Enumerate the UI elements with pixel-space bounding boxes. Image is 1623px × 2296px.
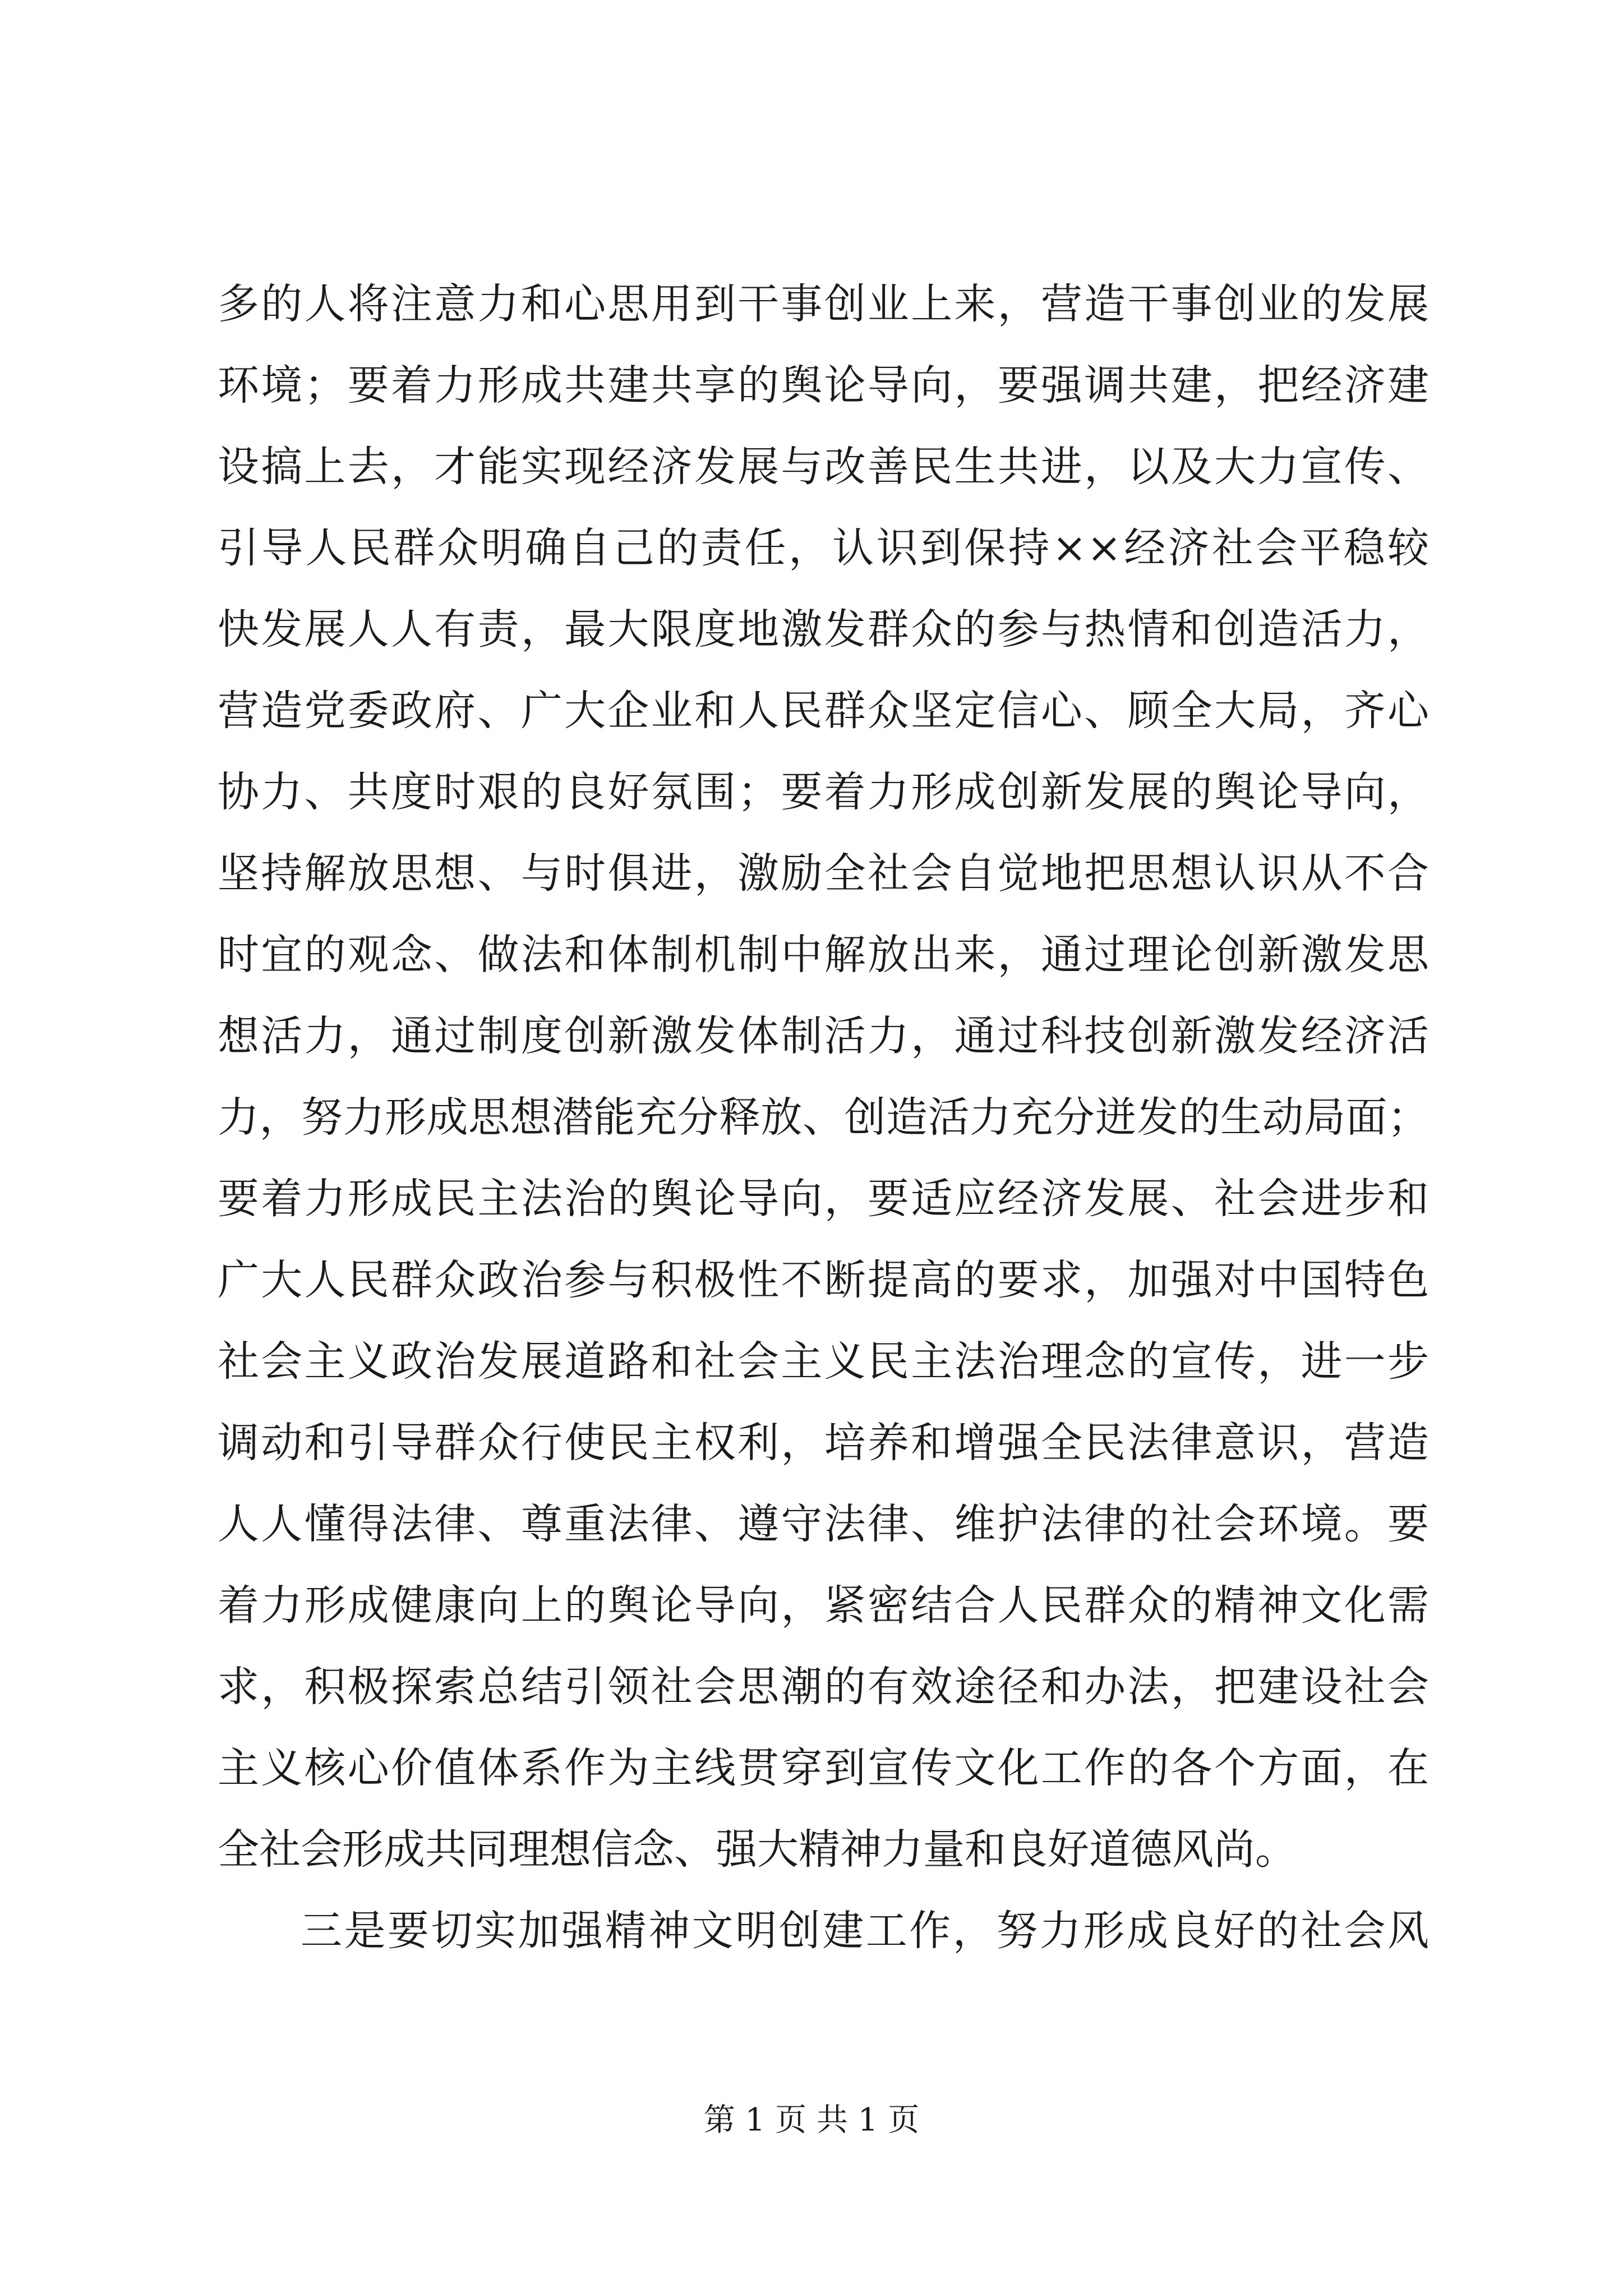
- text-line: 协力、共度时艰的良好氛围；要着力形成创新发展的舆论导向，: [218, 768, 1429, 816]
- text-line: 人人懂得法律、尊重法律、遵守法律、维护法律的社会环境。要: [218, 1500, 1429, 1548]
- text-line: 快发展人人有责，最大限度地激发群众的参与热情和创造活力，: [218, 605, 1429, 654]
- text-line: 想活力，通过制度创新激发体制活力，通过科技创新激发经济活: [218, 1012, 1429, 1060]
- text-line: 引导人民群众明确自己的责任，认识到保持××经济社会平稳较: [218, 524, 1429, 572]
- text-line: 要着力形成民主法治的舆论导向，要适应经济发展、社会进步和: [218, 1175, 1429, 1223]
- text-line: 设搞上去，才能实现经济发展与改善民生共进，以及大力宣传、: [218, 443, 1429, 491]
- text-line: 社会主义政治发展道路和社会主义民主法治理念的宣传，进一步: [218, 1337, 1429, 1386]
- paragraph-end-line: 全社会形成共同理想信念、强大精神力量和良好道德风尚。: [218, 1825, 1297, 1874]
- text-line: 求，积极探索总结引领社会思潮的有效途径和办法，把建设社会: [218, 1663, 1429, 1711]
- text-line: 环境；要着力形成共建共享的舆论导向，要强调共建，把经济建: [218, 361, 1429, 409]
- text-line: 调动和引导群众行使民主权利，培养和增强全民法律意识，营造: [218, 1419, 1429, 1467]
- text-line: 营造党委政府、广大企业和人民群众坚定信心、顾全大局，齐心: [218, 687, 1429, 735]
- page-footer: 第 1 页 共 1 页: [703, 2102, 920, 2138]
- text-line: 坚持解放思想、与时俱进，激励全社会自觉地把思想认识从不合: [218, 849, 1429, 898]
- text-line: 力，努力形成思想潜能充分释放、创造活力充分迸发的生动局面；: [218, 1093, 1429, 1142]
- text-line: 时宜的观念、做法和体制机制中解放出来，通过理论创新激发思: [218, 931, 1429, 979]
- text-line: 主义核心价值体系作为主线贯穿到宣传文化工作的各个方面，在: [218, 1744, 1429, 1792]
- text-line: 多的人将注意力和心思用到干事创业上来，营造干事创业的发展: [218, 280, 1429, 328]
- paragraph-start-line: 三是要切实加强精神文明创建工作，努力形成良好的社会风: [301, 1907, 1429, 1955]
- text-line: 着力形成健康向上的舆论导向，紧密结合人民群众的精神文化需: [218, 1581, 1429, 1630]
- body-text: [218, 264, 1429, 1972]
- text-line: 广大人民群众政治参与积极性不断提高的要求，加强对中国特色: [218, 1256, 1429, 1304]
